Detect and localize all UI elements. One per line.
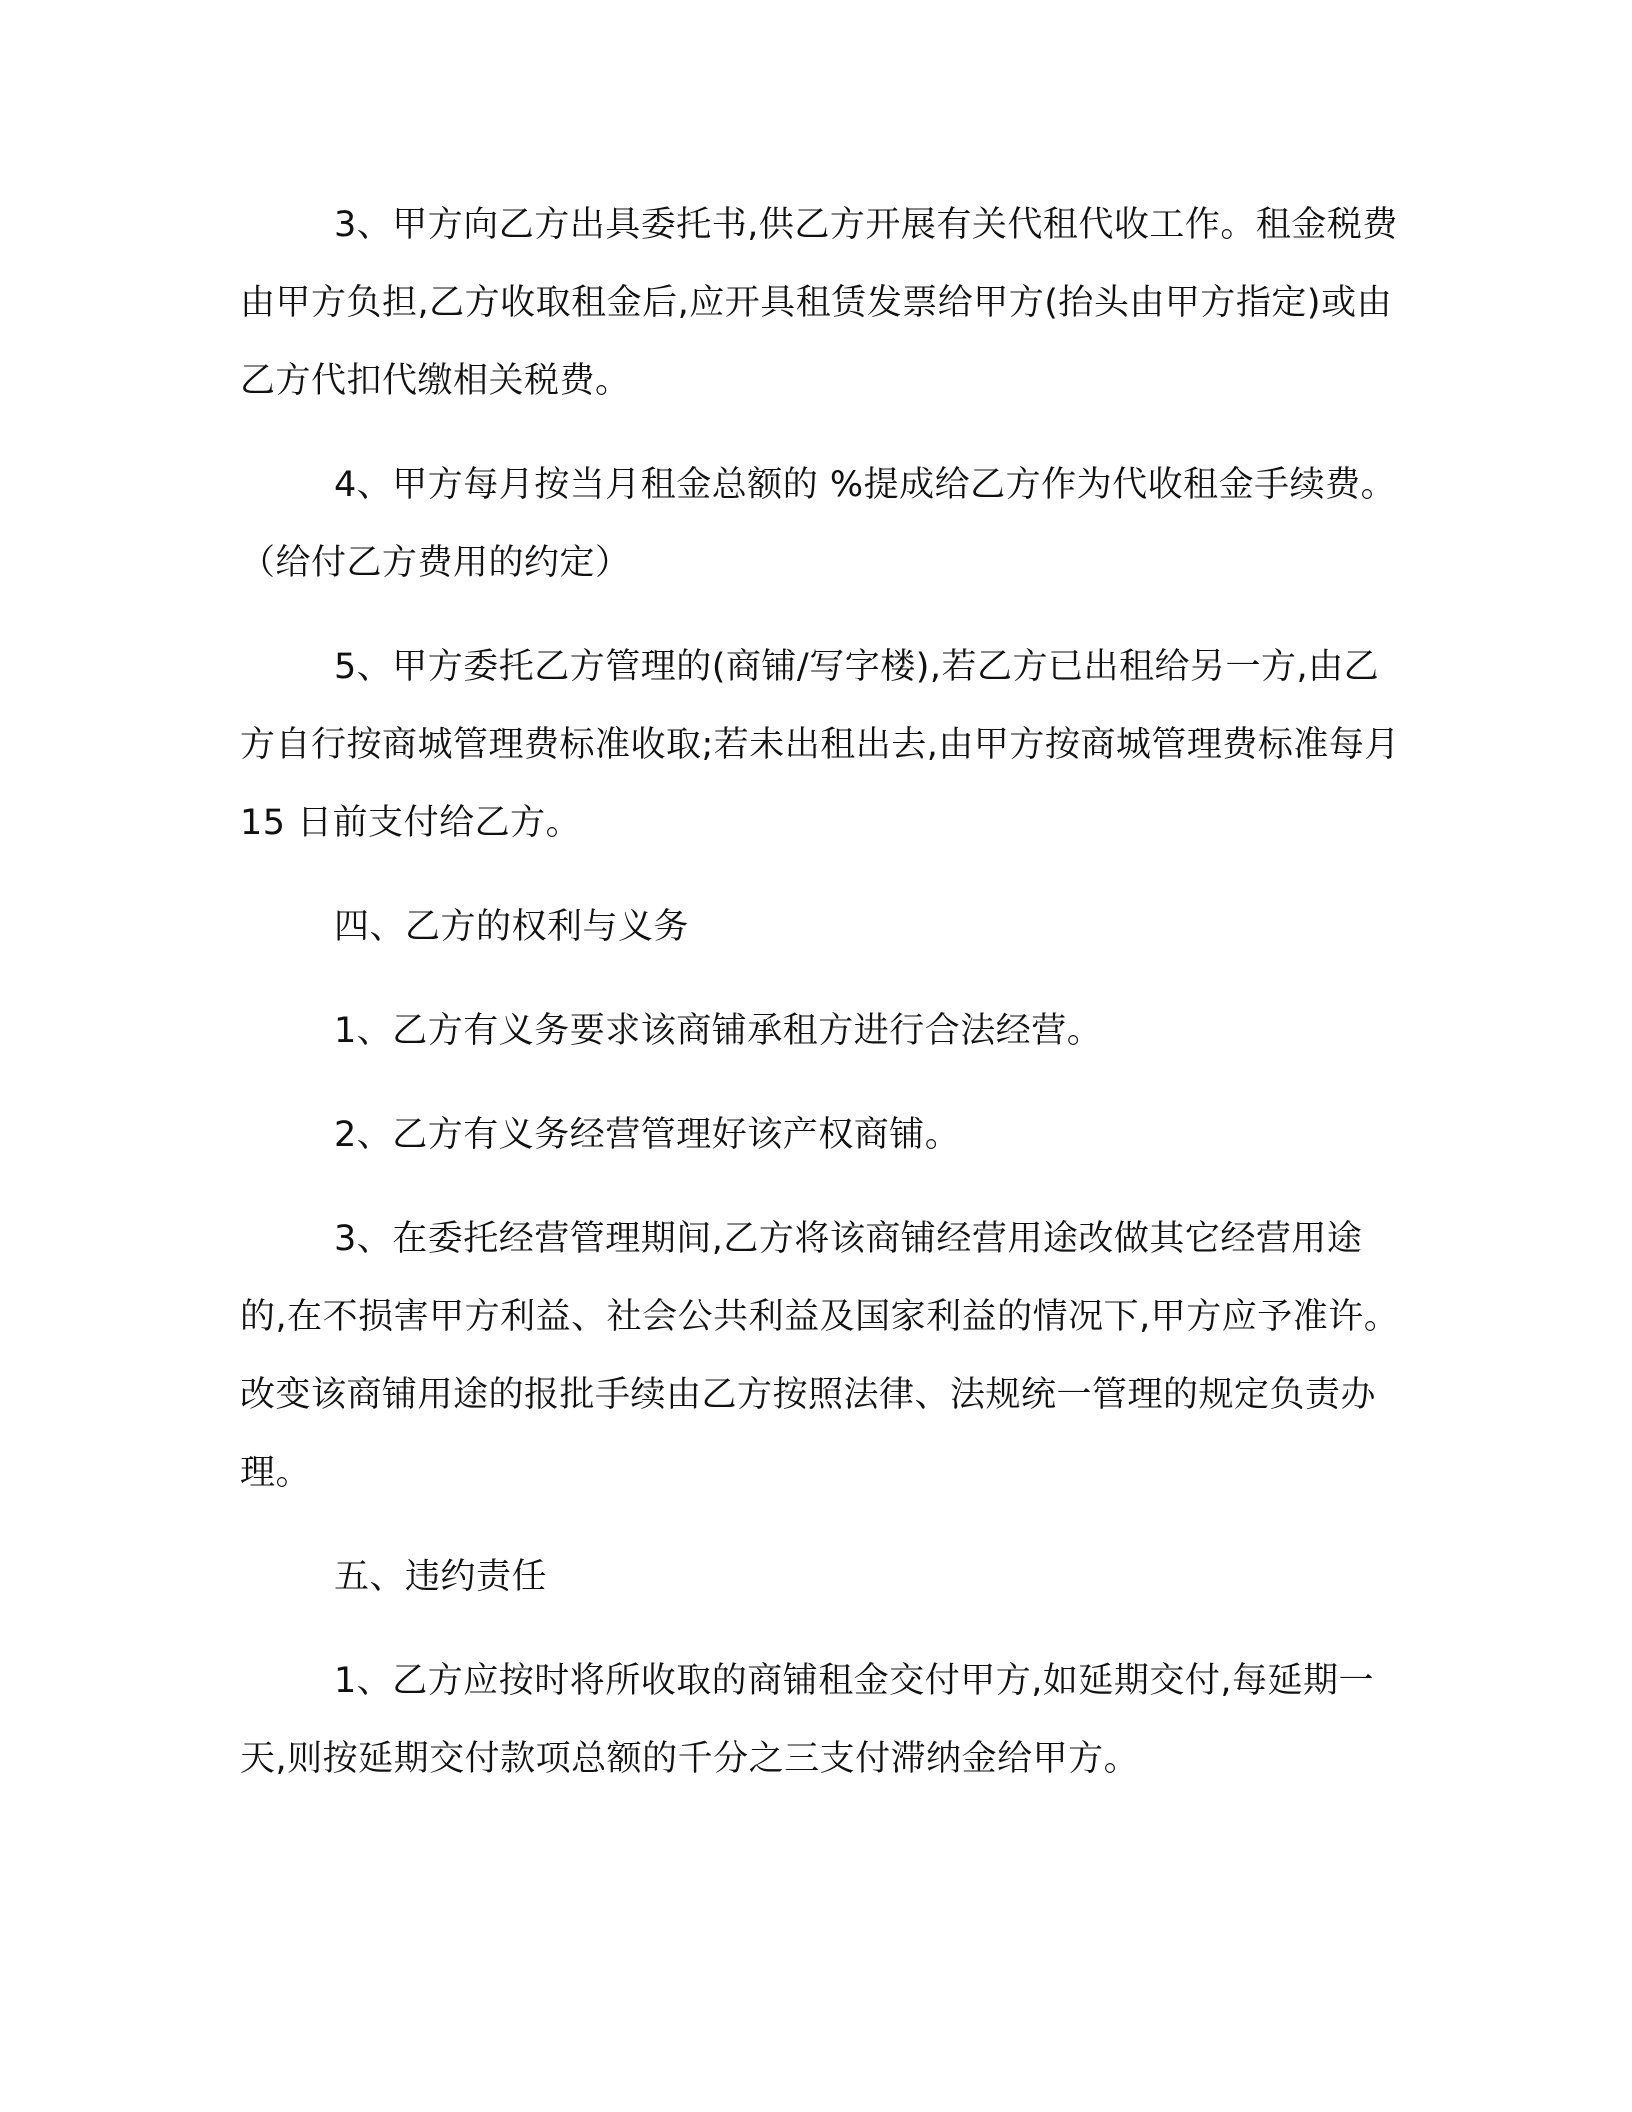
clause-1-late-payment: 1、乙方应按时将所收取的商铺租金交付甲方,如延期交付,每延期一天,则按延期交付款项总额的千分之三支付滞纳金给甲方。: [240, 1661, 1375, 1779]
section-heading-rights-obligations: 四、乙方的权利与义务: [334, 907, 690, 947]
clause-3-use-change: 3、在委托经营管理期间,乙方将该商铺经营用途改做其它经营用途的,在不损害甲方利益、社会公共利益及国家利益的情况下,甲方应予准许。改变该商铺用途的报批手续由乙方按照法律、法规统一管理的规定负责办理。: [240, 1219, 1400, 1493]
document-body: [240, 186, 1402, 1798]
clause-1-legal-operation: 1、乙方有义务要求该商铺承租方进行合法经营。: [334, 1011, 1103, 1051]
clause-4-commission: 4、甲方每月按当月租金总额的 %提成给乙方作为代收租金手续费。（给付乙方费用的约定）: [240, 465, 1397, 583]
clause-2-manage-property: 2、乙方有义务经营管理好该产权商铺。: [334, 1115, 961, 1155]
section-heading-liability: 五、违约责任: [334, 1557, 548, 1597]
clause-3-tax: 3、甲方向乙方出具委托书,供乙方开展有关代租代收工作。租金税费由甲方负担,乙方收取租金后,应开具租赁发票给甲方(抬头由甲方指定)或由乙方代扣代缴相关税费。: [240, 205, 1398, 401]
clause-5-management-fee: 5、甲方委托乙方管理的(商铺/写字楼),若乙方已出租给另一方,由乙方自行按商城管理费标准收取;若未出租出去,由甲方按商城管理费标准每月 15 日前支付给乙方。: [240, 647, 1400, 843]
